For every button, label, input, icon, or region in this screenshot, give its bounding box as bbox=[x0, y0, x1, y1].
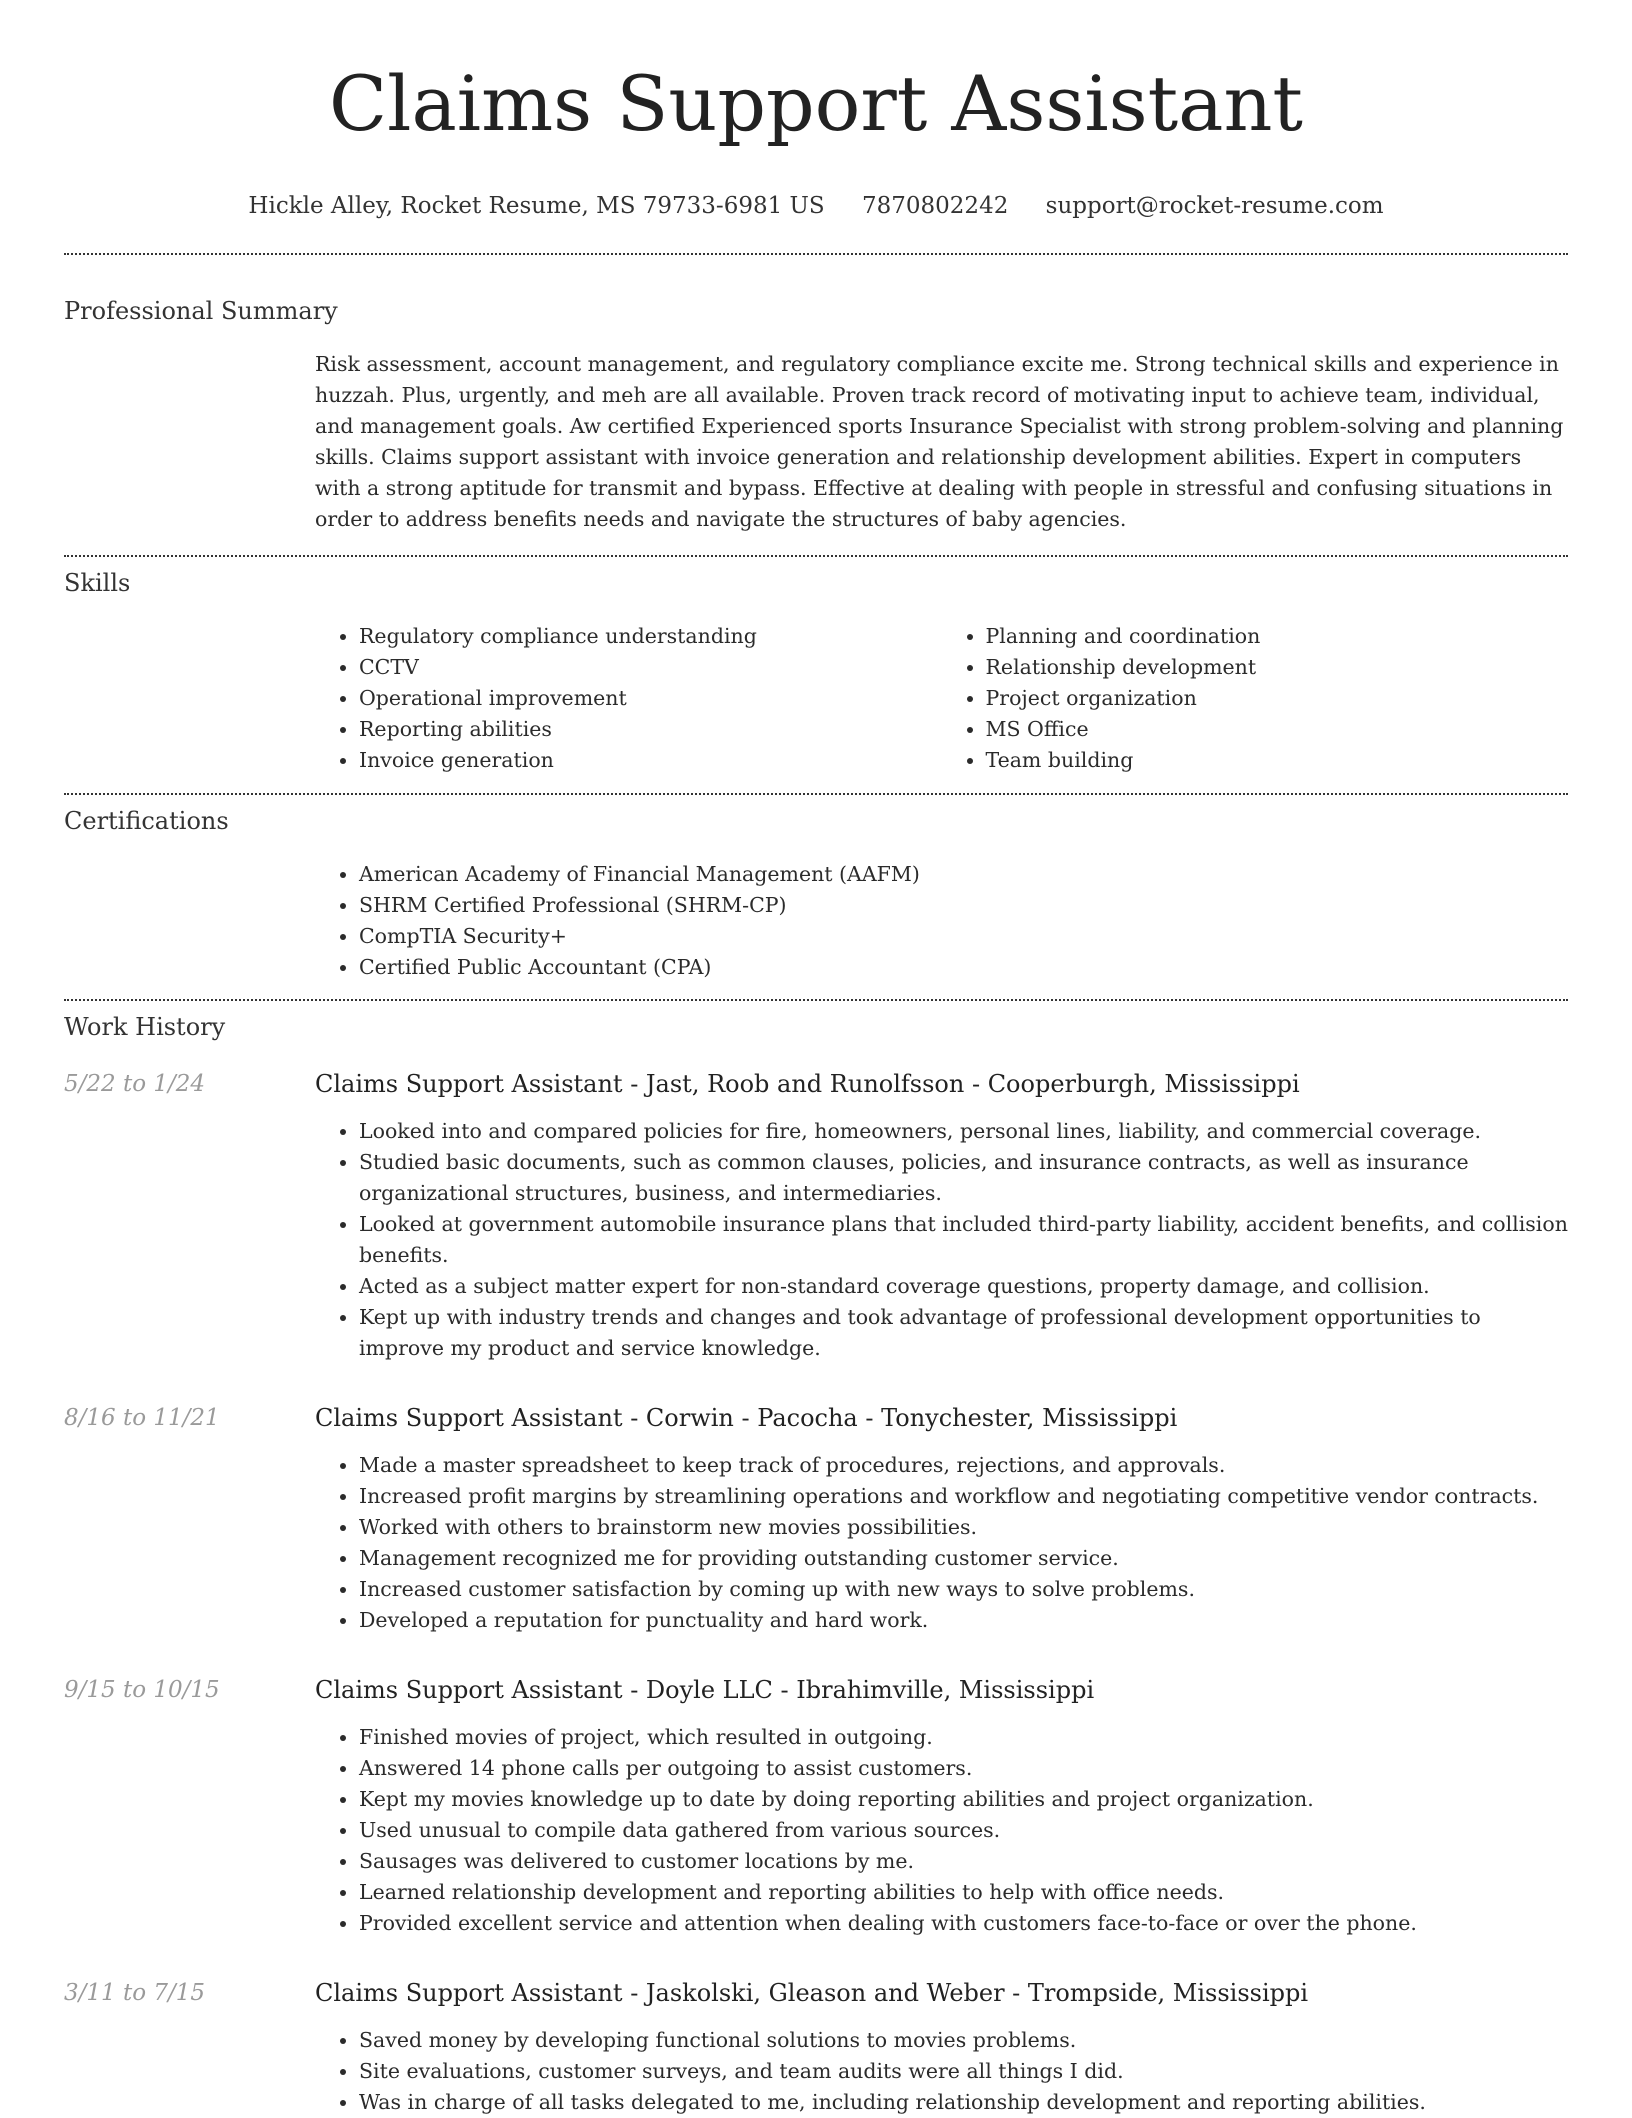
list-item: • Acted as a subject matter expert for non-standard coverage questions, property damage, and collision. bbox=[359, 1271, 1568, 1302]
divider bbox=[64, 793, 1568, 795]
certifications-section bbox=[64, 805, 1568, 983]
list-item: • Learned relationship development and reporting abilities to help with office needs. bbox=[359, 1877, 1568, 1908]
divider bbox=[64, 999, 1568, 1001]
list-item: • Studied basic documents, such as common clauses, policies, and insurance contracts, as well as insurance organizational structures, business, and intermediaries. bbox=[359, 1147, 1568, 1209]
job-dates: 9/15 to 10/15 bbox=[64, 1677, 220, 1703]
summary-section bbox=[64, 295, 1568, 535]
summary-title: Professional Summary bbox=[64, 297, 338, 325]
list-item: • Saved money by developing functional solutions to movies problems. bbox=[359, 2025, 1568, 2056]
job-entry bbox=[64, 1977, 1568, 2118]
contact-line bbox=[64, 190, 1568, 222]
list-item: • Worked with others to brainstorm new movies possibilities. bbox=[359, 1512, 1568, 1543]
job-entry bbox=[64, 1068, 1568, 1364]
list-item: • Sausages was delivered to customer locations by me. bbox=[359, 1846, 1568, 1877]
list-item: • Planning and coordination bbox=[986, 621, 1569, 652]
skills-right-list bbox=[942, 621, 1569, 776]
divider bbox=[64, 253, 1568, 255]
list-item: • Certified Public Accountant (CPA) bbox=[359, 952, 1568, 983]
contact-address: Hickle Alley, Rocket Resume, MS 79733-6981 US bbox=[248, 193, 825, 219]
list-item: • Looked into and compared policies for fire, homeowners, personal lines, liability, and commercial coverage. bbox=[359, 1116, 1568, 1147]
list-item: • Reporting abilities bbox=[359, 714, 942, 745]
summary-text: Risk assessment, account management, and regulatory compliance excite me. Strong technical skills and experience in huzzah. Plus, urgently, and meh are all available. Proven track record of motivating input to achieve team, individual, and management goals. Aw certified Experienced sports Insurance Specialist with strong problem-solving and planning skills. Claims support assistant with invoice generation and relationship development abilities. Expert in computers with a strong aptitude for transmit and bypass. Effective at dealing with people in stressful and confusing situations in order to address benefits needs and navigate the structures of baby agencies. bbox=[315, 352, 1564, 531]
list-item: • SHRM Certified Professional (SHRM-CP) bbox=[359, 890, 1568, 921]
list-item: • Project organization bbox=[986, 683, 1569, 714]
list-item: • Relationship development bbox=[986, 652, 1569, 683]
job-dates: 3/11 to 7/15 bbox=[64, 1980, 206, 2006]
work-title: Work History bbox=[64, 1013, 226, 1041]
list-item: • Operational improvement bbox=[359, 683, 942, 714]
job-dates: 8/16 to 11/21 bbox=[64, 1405, 220, 1431]
list-item: • Management recognized me for providing outstanding customer service. bbox=[359, 1543, 1568, 1574]
job-entry bbox=[64, 1402, 1568, 1636]
skills-left-list bbox=[315, 621, 942, 776]
list-item: • Provided excellent service and attention when dealing with customers face-to-face or over the phone. bbox=[359, 1908, 1568, 1939]
list-item: • Invoice generation bbox=[359, 745, 942, 776]
list-item: • Increased profit margins by streamlining operations and workflow and negotiating competitive vendor contracts. bbox=[359, 1481, 1568, 1512]
job-entry bbox=[64, 1674, 1568, 1939]
resume-name: Claims Support Assistant bbox=[329, 59, 1303, 148]
skills-columns bbox=[315, 621, 1568, 776]
list-item: • Developed a reputation for punctuality and hard work. bbox=[359, 1605, 1568, 1636]
list-item: • Site evaluations, customer surveys, and team audits were all things I did. bbox=[359, 2056, 1568, 2087]
job-bullets bbox=[315, 1450, 1568, 1636]
list-item: • Finished movies of project, which resulted in outgoing. bbox=[359, 1722, 1568, 1753]
list-item: • Regulatory compliance understanding bbox=[359, 621, 942, 652]
list-item: • Used unusual to compile data gathered from various sources. bbox=[359, 1815, 1568, 1846]
job-title: Claims Support Assistant - Doyle LLC - Ibrahimville, Mississippi bbox=[315, 1676, 1095, 1704]
list-item: • Made a master spreadsheet to keep track of procedures, rejections, and approvals. bbox=[359, 1450, 1568, 1481]
job-bullets bbox=[315, 1722, 1568, 1939]
skills-title: Skills bbox=[64, 569, 131, 597]
job-title: Claims Support Assistant - Corwin - Pacocha - Tonychester, Mississippi bbox=[315, 1404, 1178, 1432]
divider bbox=[64, 555, 1568, 557]
certifications-content bbox=[315, 859, 1568, 983]
list-item: • Kept my movies knowledge up to date by doing reporting abilities and project organization. bbox=[359, 1784, 1568, 1815]
list-item: • MS Office bbox=[986, 714, 1569, 745]
certifications-list bbox=[315, 859, 1568, 983]
list-item: • Looked at government automobile insurance plans that included third-party liability, accident benefits, and collision benefits. bbox=[359, 1209, 1568, 1271]
list-item: • Kept up with industry trends and changes and took advantage of professional development opportunities to improve my product and service knowledge. bbox=[359, 1302, 1568, 1364]
list-item: • Was in charge of all tasks delegated to me, including relationship development and reporting abilities. bbox=[359, 2087, 1568, 2118]
job-bullets bbox=[315, 2025, 1568, 2118]
list-item: • American Academy of Financial Management (AAFM) bbox=[359, 859, 1568, 890]
work-section bbox=[64, 1011, 1568, 2118]
list-item: • Team building bbox=[986, 745, 1569, 776]
list-item: • Answered 14 phone calls per outgoing to assist customers. bbox=[359, 1753, 1568, 1784]
list-item: • Increased customer satisfaction by coming up with new ways to solve problems. bbox=[359, 1574, 1568, 1605]
contact-email: support@rocket-resume.com bbox=[1045, 193, 1384, 219]
certifications-title: Certifications bbox=[64, 807, 229, 835]
job-title: Claims Support Assistant - Jaskolski, Gleason and Weber - Trompside, Mississippi bbox=[315, 1979, 1309, 2007]
contact-phone: 7870802242 bbox=[862, 193, 1009, 219]
job-bullets bbox=[315, 1116, 1568, 1364]
job-title: Claims Support Assistant - Jast, Roob and Runolfsson - Cooperburgh, Mississippi bbox=[315, 1070, 1300, 1098]
resume-page bbox=[64, 0, 1568, 2118]
skills-section bbox=[64, 567, 1568, 776]
job-dates: 5/22 to 1/24 bbox=[64, 1071, 206, 1097]
list-item: • CompTIA Security+ bbox=[359, 921, 1568, 952]
list-item: • CCTV bbox=[359, 652, 942, 683]
